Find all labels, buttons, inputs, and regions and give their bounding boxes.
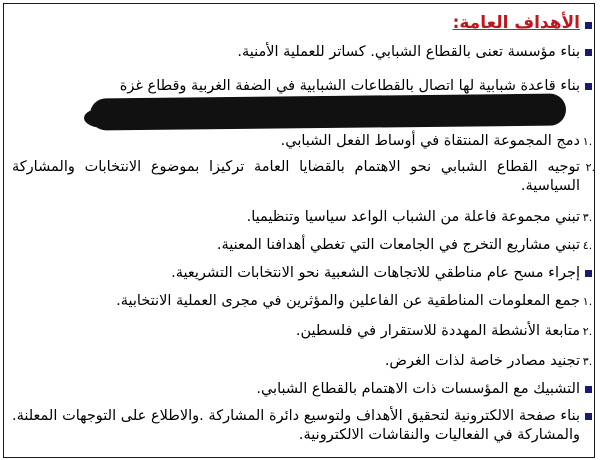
list-item [12,380,580,399]
list-item [12,77,580,96]
list-item [12,43,580,62]
list-item-text: تبني مشاريع التخرج في الجامعات التي تغطي أهدافنا المعنية. [216,237,580,253]
list-item-text: جمع المعلومات المناطقية عن الفاعلين والمؤثرين في مجرى العملية الانتخابية. [116,293,580,309]
list-item-text: توجيه القطاع الشبابي نحو الاهتمام بالقضايا العامة تركيزا بموضوع الانتخابات والمشاركة السياسية. [12,159,580,194]
list-number: .٢ [582,325,593,338]
list-item-text: متابعة الأنشطة المهددة للاستقرار في فلسطين. [295,323,580,339]
bullet-square-icon [585,83,592,90]
redaction-mark [90,94,566,131]
list-item-text: تجنيد مصادر خاصة لذات الغرض. [384,353,580,369]
list-item [12,352,593,371]
section-heading-row [12,14,580,34]
list-number: .٣ [582,211,593,224]
list-item [12,292,593,311]
list-item-text: إجراء مسح عام مناطقي للاتجاهات الشعبية نحو الانتخابات التشريعية. [171,265,580,281]
list-number: .١ [582,135,593,148]
list-item [12,132,593,151]
list-item [12,322,593,341]
list-item [12,236,593,255]
list-item-text: دمج المجموعة المنتقاة في أوساط الفعل الشبابي. [280,133,580,149]
list-number: .١ [582,295,593,308]
bullet-square-icon [585,49,592,56]
list-number: .٣ [582,355,593,368]
list-item [12,158,595,196]
bullet-square-icon [585,270,592,277]
list-item [12,208,593,227]
list-item [12,264,580,283]
list-item [12,407,580,445]
bullet-square-icon [585,22,592,29]
list-item-text: التشبيك مع المؤسسات ذات الاهتمام بالقطاع الشبابي. [256,381,580,397]
section-title: الأهداف العامة: [452,13,580,33]
list-item-text: بناء مؤسسة تعنى بالقطاع الشبابي. كساتر للعملية الأمنية. [237,44,580,60]
bullet-square-icon [585,386,592,393]
list-item-text: تبني مجموعة فاعلة من الشباب الواعد سياسيا وتنظيميا. [246,209,580,225]
bullet-square-icon [585,413,592,420]
list-item-text: بناء صفحة الالكترونية لتحقيق الأهداف ولتوسيع دائرة المشاركة .والاطلاع على التوجهات المعلنة. والمشاركة في الفعاليات والنقاشات الالكترونية. [12,408,580,443]
list-item-text: بناء قاعدة شبابية لها اتصال بالقطاعات الشبابية في الضفة الغربية وقطاع غزة [119,78,580,94]
list-number: .٢ [585,161,595,174]
list-number: .٤ [582,239,593,252]
redaction-mark [84,108,124,128]
